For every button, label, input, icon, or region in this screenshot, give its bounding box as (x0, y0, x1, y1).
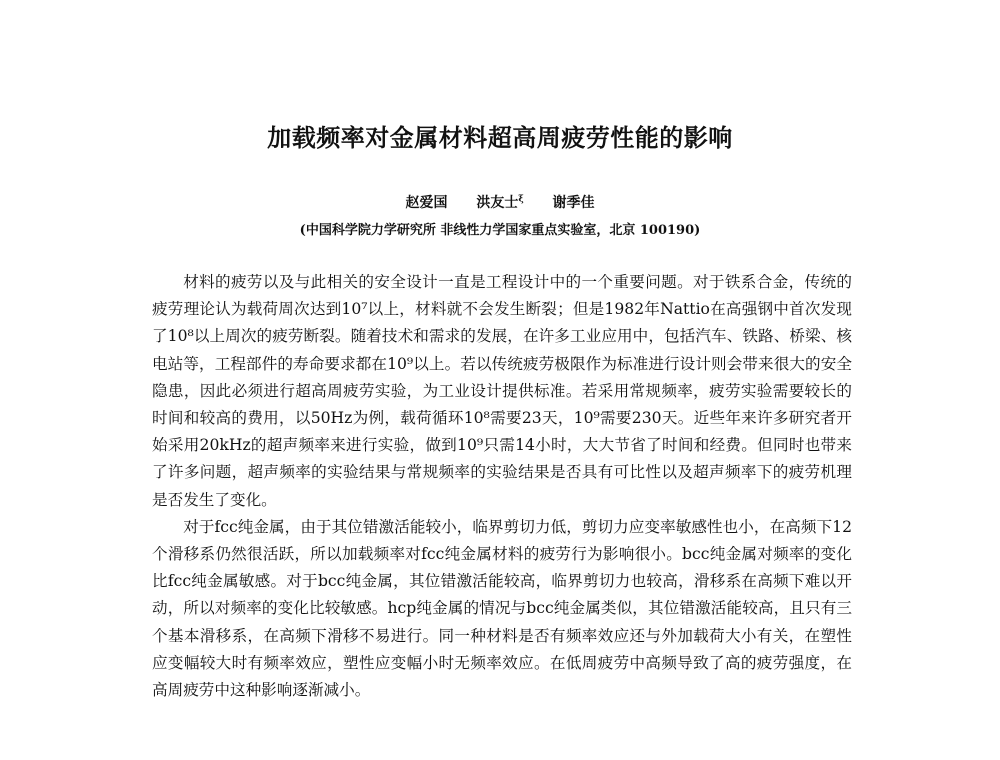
author-2-name: 洪友士 (476, 195, 519, 211)
paragraph-2: 对于fcc纯金属，由于其位错激活能较小，临界剪切力低，剪切力应变率敏感性也小，在高频下12个滑移系仍然很活跃，所以加载频率对fcc纯金属材料的疲劳行为影响很小。bcc纯金属对频率的变化比fcc纯金属敏感。对于bcc纯金属，其位错激活能较高，临界剪切力也较高，滑移系在高频下难以开动，所以对频率的变化比较敏感。hcp纯金属的情况与bcc纯金属类似，其位错激活能较高，且只有三个基本滑移系，在高频下滑移不易进行。同一种材料是否有频率效应还与外加载荷大小有关，在塑性应变幅较大时有频率效应，塑性应变幅小时无频率效应。在低周疲劳中高频导致了高的疲劳强度，在高周疲劳中这种影响逐渐减小。 (152, 517, 852, 700)
author-list (0, 192, 1000, 212)
author-2-mark: ξ (518, 194, 524, 205)
author-3: 谢季佳 (552, 195, 595, 211)
paragraph-1: 材料的疲劳以及与此相关的安全设计一直是工程设计中的一个重要问题。对于铁系合金，传统的疲劳理论认为载荷周次达到10⁷以上，材料就不会发生断裂；但是1982年Nattio在高强钢中首次发现了10⁸以上周次的疲劳断裂。随着技术和需求的发展，在许多工业应用中，包括汽车、铁路、桥梁、核电站等，工程部件的寿命要求都在10⁹以上。若以传统疲劳极限作为标准进行设计则会带来很大的安全隐患，因此必须进行超高周疲劳实验，为工业设计提供标准。若采用常规频率，疲劳实验需要较长的时间和较高的费用，以50Hz为例，载荷循环10⁸需要23天，10⁹需要230天。近些年来许多研究者开始采用20kHz的超声频率来进行实验，做到10⁹只需14小时，大大节省了时间和经费。但同时也带来了许多问题，超声频率的实验结果与常规频率的实验结果是否具有可比性以及超声频率下的疲劳机理是否发生了变化。 (152, 273, 852, 509)
paper-title: 加载频率对金属材料超高周疲劳性能的影响 (267, 124, 733, 152)
author-1: 赵爱国 (405, 195, 448, 211)
body-text (152, 269, 852, 704)
author-2 (476, 195, 523, 211)
affiliation: (中国科学院力学研究所 非线性力学国家重点实验室，北京 100190) (299, 223, 701, 238)
